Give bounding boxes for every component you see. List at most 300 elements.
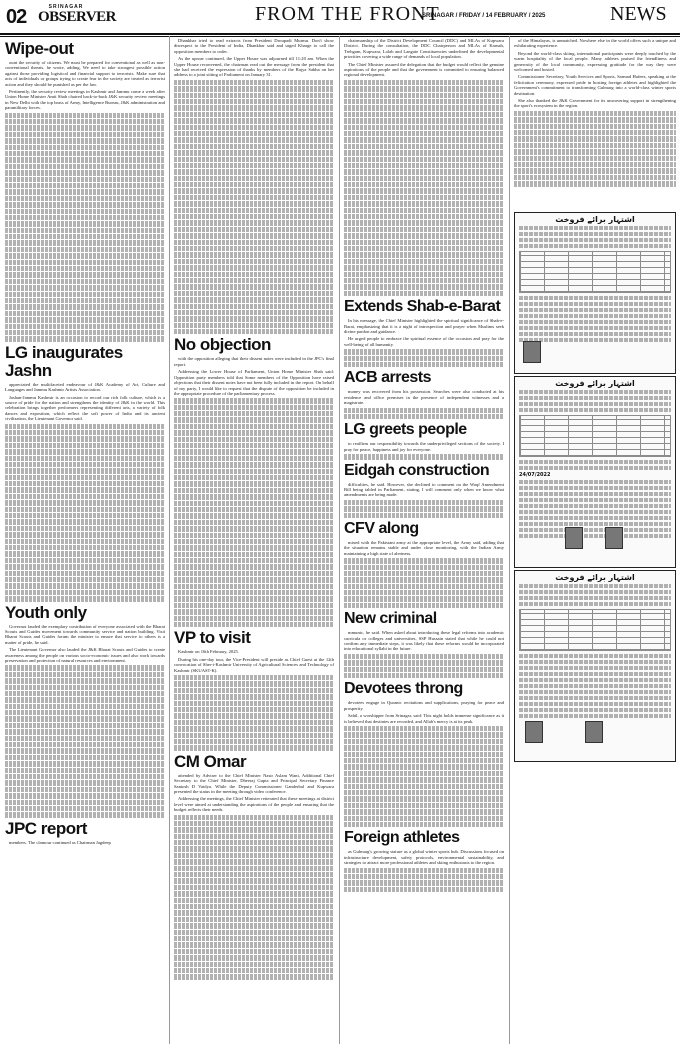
- ad-text-line: [519, 602, 671, 606]
- text-line-placeholder: [5, 292, 165, 297]
- article-text: Governor lauded the exemplary contribution of everyone associated with the Bharat Scouts and Guides movement towards community service and nation building. Visit Bharat Scouts and Guides forum the minister to ensure that service to others is a matter of pride, he said.: [5, 623, 165, 645]
- text-line-placeholder: [174, 720, 334, 725]
- text-line-placeholder: [174, 609, 334, 614]
- text-line-placeholder: [514, 111, 676, 116]
- text-line-placeholder: [174, 144, 334, 149]
- text-line-placeholder: [5, 113, 165, 118]
- article-text: to reaffirm our responsibility towards the underprivileged sections of the society. I pray for peace, happiness and joy for everyone.: [344, 441, 504, 452]
- text-line-placeholder: [5, 285, 165, 290]
- text-line-placeholder: [174, 443, 334, 448]
- headline-foreign-athletes: Foreign athletes: [344, 829, 460, 847]
- text-line-placeholder: [344, 500, 504, 505]
- headline-no-objection: No objection: [174, 335, 271, 355]
- text-line-placeholder: [344, 144, 504, 149]
- text-line-placeholder: [174, 182, 334, 187]
- text-line-placeholder: [5, 266, 165, 271]
- text-line-placeholder: [344, 220, 504, 225]
- text-line-placeholder: [5, 748, 165, 753]
- text-line-placeholder: [174, 176, 334, 181]
- text-line-placeholder: [174, 220, 334, 225]
- text-line-placeholder: [174, 323, 334, 328]
- text-line-placeholder: [344, 246, 504, 251]
- article-text: Beyond the world-class skiing, international participants were deeply touched by the warm hospitality of the local people. Many athletes praised the friendliness and generosity of the local community, expressing gratitude for the way they were welcomed and hosted.: [514, 50, 676, 73]
- ad-text-line: [519, 302, 671, 306]
- ad-date: 24/07/2022: [519, 472, 551, 478]
- article-text: During his one-day tour, the Vice-President will preside as Chief Guest at the 12th convocation of Sher-i-Kashmir University of Agricultural Sciences and Technology of Kashmir (SKUAST-K).: [174, 656, 334, 673]
- text-line-placeholder: [5, 539, 165, 544]
- text-line-placeholder: [344, 291, 504, 296]
- ad-text-line: [519, 678, 671, 682]
- column-1: [5, 38, 165, 847]
- text-line-placeholder: [5, 304, 165, 309]
- ad-title: اشتہار برائے فروخت: [555, 573, 635, 582]
- ad-text-line: [519, 232, 671, 236]
- article-text: She also thanked the J&K Government for its unwavering support in strengthening the sport's ecosystem in the region.: [514, 98, 676, 109]
- article-text: members. The clamour continued as Chairman Jagdeep: [9, 839, 111, 845]
- text-line-placeholder: [174, 291, 334, 296]
- headline-eidgah-construction: Eidgah construction: [344, 461, 490, 479]
- text-line-placeholder: [5, 716, 165, 721]
- article-text: In his message, the Chief Minister highlighted the spiritual significance of Shab-e-Barat, emphasizing that it is a night of introspection and prayer when Muslims seek divine pardon and guidance.: [344, 318, 504, 334]
- text-line-placeholder: [174, 726, 334, 731]
- article-text: Addressing the Lower House of Parliament, Union Home Minister Shah said: Opposition party members told that Some members of the Opposition have raised objections that their dissent notes have not been fully included in the report. On behalf of my party, I would like to request that the dispute of the opposition be included in the appropriate procedure of the parliamentary process.: [174, 369, 334, 396]
- section-label: NEWS: [610, 3, 667, 25]
- text-line-placeholder: [174, 131, 334, 136]
- ad-text-line: [519, 516, 671, 520]
- text-line-placeholder: [174, 424, 334, 429]
- text-line-placeholder: [174, 853, 334, 858]
- text-line-placeholder: [174, 201, 334, 206]
- text-line-placeholder: [5, 424, 165, 429]
- text-line-placeholder: [174, 930, 334, 935]
- article-text: money was recovered from his possession. Searches were also conducted at his residence and office premises in the presence of independent witnesses and a magistrate.: [344, 389, 504, 406]
- text-line-placeholder: [5, 125, 165, 130]
- text-line-placeholder: [5, 449, 165, 454]
- text-line-placeholder: [344, 176, 504, 181]
- text-line-placeholder: [174, 112, 334, 117]
- text-line-placeholder: [5, 487, 165, 492]
- text-line-placeholder: [174, 936, 334, 941]
- text-line-placeholder: [174, 520, 334, 525]
- ad-text-line: [519, 672, 671, 676]
- text-line-placeholder: [5, 132, 165, 137]
- masthead: [0, 0, 680, 36]
- article-text: attended by Adviser to the Chief Minister Nasir Aslam Wani, Additional Chief Secretary to the Chief Minister, Dheeraj Gupta and Principal Secretary Finance Santosh D Vaidya. While the Deputy Commissioner Ganderbal and Kupwara presented the status in the meeting through video conference.: [174, 772, 334, 794]
- text-line-placeholder: [174, 449, 334, 454]
- text-line-placeholder: [174, 596, 334, 601]
- text-line-placeholder: [5, 317, 165, 322]
- text-line-placeholder: [174, 891, 334, 896]
- ad-text-line: [519, 684, 671, 688]
- text-line-placeholder: [174, 80, 334, 85]
- text-line-placeholder: [344, 796, 504, 801]
- text-line-placeholder: [5, 672, 165, 677]
- text-line-placeholder: [344, 125, 504, 130]
- text-line-placeholder: [344, 777, 504, 782]
- headline-acb-arrests: ACB arrests: [344, 369, 431, 387]
- article-text: Pertinently, the security review meetings in Kashmir and Jammu come a week after Union Home Minister Amit Shah chaired back-to-back J&K security review meetings in New Delhi with the top brass of Army, Intelligence Bureau, J&K administration and paramilitary forces.: [5, 89, 165, 111]
- text-line-placeholder: [174, 278, 334, 283]
- headline-cfv-along: CFV along: [344, 519, 419, 537]
- text-line-placeholder: [344, 227, 504, 232]
- text-line-placeholder: [344, 667, 504, 672]
- column-divider: [339, 36, 340, 1044]
- ad-text-line: [519, 492, 671, 496]
- ad-text-line: [519, 702, 671, 706]
- section-title: FROM THE FRONT: [255, 3, 440, 25]
- text-line-placeholder: [344, 157, 504, 162]
- text-line-placeholder: [174, 834, 334, 839]
- text-line-placeholder: [344, 150, 504, 155]
- ad-text-line: [519, 238, 671, 242]
- text-line-placeholder: [174, 859, 334, 864]
- ad-text-line: [519, 332, 671, 336]
- text-line-placeholder: [5, 704, 165, 709]
- text-line-placeholder: [174, 745, 334, 750]
- text-line-placeholder: [174, 240, 334, 245]
- headline-extends-shab-e-barat: Extends Shab-e-Barat: [344, 298, 501, 316]
- text-line-placeholder: [174, 208, 334, 213]
- text-line-placeholder: [344, 233, 504, 238]
- ad-text-line: [519, 666, 671, 670]
- text-line-placeholder: [174, 259, 334, 264]
- article-text: devotees engage in Quranic recitations and supplications, praying for peace and prosperity.: [344, 700, 504, 711]
- text-line-placeholder: [174, 739, 334, 744]
- text-line-placeholder: [174, 456, 334, 461]
- text-line-placeholder: [5, 665, 165, 670]
- masthead-rule: [0, 33, 680, 35]
- text-line-placeholder: [174, 552, 334, 557]
- text-line-placeholder: [344, 80, 504, 85]
- text-line-placeholder: [174, 316, 334, 321]
- ad-photo: [605, 527, 623, 549]
- text-line-placeholder: [5, 793, 165, 798]
- text-line-placeholder: [5, 806, 165, 811]
- text-line-placeholder: [174, 284, 334, 289]
- text-line-placeholder: [514, 130, 676, 135]
- text-line-placeholder: [344, 660, 504, 665]
- text-line-placeholder: [174, 923, 334, 928]
- ad-text-line: [519, 296, 671, 300]
- classified-ad: [514, 212, 676, 374]
- text-line-placeholder: [344, 105, 504, 110]
- article-text: appreciated the multifaceted endeavour of J&K Academy of Art, Culture and Languages and Jammu Kashmir Artists Association.: [5, 381, 165, 393]
- ad-text-line: [519, 320, 671, 324]
- text-line-placeholder: [174, 513, 334, 518]
- text-line-placeholder: [174, 118, 334, 123]
- ad-text-line: [519, 596, 671, 600]
- ad-text-line: [519, 708, 671, 712]
- article-text: The Lieutenant Governor also lauded the J&K Bharat Scouts and Guides to create awareness among the people on various socio-economic issues and also work towards preservation and protection of natural resources and environment.: [5, 647, 165, 663]
- text-line-placeholder: [174, 430, 334, 435]
- text-line-placeholder: [174, 188, 334, 193]
- text-line-placeholder: [344, 584, 504, 589]
- text-line-placeholder: [174, 694, 334, 699]
- text-line-placeholder: [174, 545, 334, 550]
- article-text: Addressing the meetings, the Chief Minister reiterated that these meetings at district level were aimed at understanding the aspirations of the people and ensuring that the budget reflects their needs.: [174, 796, 334, 813]
- ad-title: اشتہار برائے فروخت: [555, 379, 635, 388]
- ad-text-line: [519, 696, 671, 700]
- text-line-placeholder: [174, 688, 334, 693]
- text-line-placeholder: [344, 93, 504, 98]
- text-line-placeholder: [344, 240, 504, 245]
- ad-text-line: [519, 660, 671, 664]
- ad-text-line: [519, 226, 671, 230]
- text-line-placeholder: [5, 221, 165, 226]
- headline-vp-to-visit: VP to visit: [174, 628, 251, 648]
- text-line-placeholder: [344, 758, 504, 763]
- headline-wipe-out: Wipe-out: [5, 39, 74, 58]
- text-line-placeholder: [174, 488, 334, 493]
- text-line-placeholder: [344, 513, 504, 518]
- text-line-placeholder: [174, 910, 334, 915]
- newspaper-logo: [38, 4, 116, 24]
- text-line-placeholder: [5, 298, 165, 303]
- text-line-placeholder: [174, 701, 334, 706]
- text-line-placeholder: [174, 713, 334, 718]
- text-line-placeholder: [5, 558, 165, 563]
- text-line-placeholder: [5, 812, 165, 817]
- text-line-placeholder: [514, 136, 676, 141]
- ad-photo: [523, 341, 541, 363]
- text-line-placeholder: [5, 590, 165, 595]
- text-line-placeholder: [5, 723, 165, 728]
- text-line-placeholder: [174, 571, 334, 576]
- text-line-placeholder: [344, 822, 504, 827]
- text-line-placeholder: [5, 209, 165, 214]
- text-line-placeholder: [5, 240, 165, 245]
- text-line-placeholder: [174, 872, 334, 877]
- text-line-placeholder: [5, 564, 165, 569]
- text-line-placeholder: [174, 163, 334, 168]
- text-line-placeholder: [5, 253, 165, 258]
- column-2: [174, 38, 334, 981]
- text-line-placeholder: [174, 214, 334, 219]
- classified-ad: [514, 570, 676, 762]
- ad-photo: [565, 527, 583, 549]
- text-line-placeholder: [174, 329, 334, 334]
- text-line-placeholder: [174, 417, 334, 422]
- text-line-placeholder: [344, 596, 504, 601]
- ad-text-line: [519, 338, 671, 342]
- text-line-placeholder: [5, 697, 165, 702]
- text-line-placeholder: [344, 414, 504, 419]
- ad-text-line: [519, 408, 671, 412]
- ad-photo: [525, 721, 543, 743]
- text-line-placeholder: [174, 949, 334, 954]
- text-line-placeholder: [5, 436, 165, 441]
- text-line-placeholder: [344, 673, 504, 678]
- article-text: Commissioner Secretary, Youth Services and Sports, Sarmad Hafeez, speaking at the felicitation ceremony, expressed pride in hosting foreign athletes and highlighted the Government's commitment to transforming Gulmarg into a world-class winter sports destination.: [514, 74, 676, 96]
- text-line-placeholder: [174, 942, 334, 947]
- text-line-placeholder: [174, 622, 334, 627]
- text-line-placeholder: [344, 118, 504, 123]
- text-line-placeholder: [174, 398, 334, 403]
- text-line-placeholder: [174, 304, 334, 309]
- text-line-placeholder: [344, 874, 504, 879]
- text-line-placeholder: [344, 880, 504, 885]
- text-line-placeholder: [174, 968, 334, 973]
- text-line-placeholder: [344, 284, 504, 289]
- brand-name: OBSERVER: [38, 9, 116, 25]
- text-line-placeholder: [344, 752, 504, 757]
- text-line-placeholder: [5, 228, 165, 233]
- text-line-placeholder: [5, 500, 165, 505]
- text-line-placeholder: [344, 654, 504, 659]
- ad-text-line: [519, 584, 671, 588]
- article-text: ount the security of citizens. We must be prepared for conventional as well as non-conventional threats, he wrote, adding, We need to take strongest possible action against those providing logistical and financial support to terrorists. Make sure that acts of individuals or groups trying to create fear in the society are treated as terrorist action and they should be punished as per the law.: [5, 60, 165, 87]
- text-line-placeholder: [5, 685, 165, 690]
- text-line-placeholder: [5, 279, 165, 284]
- text-line-placeholder: [344, 195, 504, 200]
- text-line-placeholder: [5, 443, 165, 448]
- ad-photo: [585, 721, 603, 743]
- text-line-placeholder: [5, 119, 165, 124]
- text-line-placeholder: [174, 462, 334, 467]
- text-line-placeholder: [344, 590, 504, 595]
- text-line-placeholder: [5, 170, 165, 175]
- text-line-placeholder: [344, 790, 504, 795]
- text-line-placeholder: [174, 437, 334, 442]
- text-line-placeholder: [174, 150, 334, 155]
- text-line-placeholder: [344, 163, 504, 168]
- headline-lg-inaugurates-jashn: LG inaugurates Jashn: [5, 342, 123, 380]
- text-line-placeholder: [344, 784, 504, 789]
- text-line-placeholder: [5, 324, 165, 329]
- ad-text-line: [519, 402, 671, 406]
- text-line-placeholder: [344, 208, 504, 213]
- ad-text-line: [519, 510, 671, 514]
- text-line-placeholder: [5, 475, 165, 480]
- text-line-placeholder: [5, 430, 165, 435]
- text-line-placeholder: [174, 310, 334, 315]
- text-line-placeholder: [344, 803, 504, 808]
- ad-text-line: [519, 654, 671, 658]
- text-line-placeholder: [5, 247, 165, 252]
- article-text: The Chief Minister assured the delegation that the budget would reflect the genuine aspirations of the people and that the government is committed to ensuring balanced regional development.: [344, 61, 504, 78]
- text-line-placeholder: [5, 678, 165, 683]
- text-line-placeholder: [174, 866, 334, 871]
- text-line-placeholder: [5, 336, 165, 341]
- text-line-placeholder: [174, 815, 334, 820]
- text-line-placeholder: [174, 469, 334, 474]
- text-line-placeholder: [5, 526, 165, 531]
- ad-text-line: [519, 396, 671, 400]
- text-line-placeholder: [344, 558, 504, 563]
- text-line-placeholder: [5, 571, 165, 576]
- text-line-placeholder: [174, 590, 334, 595]
- text-line-placeholder: [344, 201, 504, 206]
- text-line-placeholder: [344, 816, 504, 821]
- text-line-placeholder: [344, 86, 504, 91]
- text-line-placeholder: [174, 137, 334, 142]
- text-line-placeholder: [174, 681, 334, 686]
- text-line-placeholder: [174, 616, 334, 621]
- ad-text-line: [519, 486, 671, 490]
- text-line-placeholder: [514, 124, 676, 129]
- text-line-placeholder: [344, 726, 504, 731]
- text-line-placeholder: [514, 181, 676, 186]
- text-line-placeholder: [5, 189, 165, 194]
- text-line-placeholder: [5, 145, 165, 150]
- text-line-placeholder: [514, 168, 676, 173]
- article-text: mixed with the Pakistani army at the appropriate level, the Army said, adding that the situation remains stable and under close monitoring, with the Indian Army maintaining a high state of alertness.: [344, 539, 504, 556]
- text-line-placeholder: [5, 507, 165, 512]
- page-number: 02: [6, 6, 27, 28]
- masthead-rule-thin: [0, 36, 680, 37]
- text-line-placeholder: [5, 234, 165, 239]
- text-line-placeholder: [5, 742, 165, 747]
- text-line-placeholder: [344, 887, 504, 892]
- text-line-placeholder: [174, 577, 334, 582]
- column-divider: [169, 36, 170, 1044]
- text-line-placeholder: [174, 526, 334, 531]
- text-line-placeholder: [344, 868, 504, 873]
- text-line-placeholder: [174, 584, 334, 589]
- text-line-placeholder: [344, 169, 504, 174]
- text-line-placeholder: [174, 885, 334, 890]
- text-line-placeholder: [5, 177, 165, 182]
- text-line-placeholder: [5, 196, 165, 201]
- ad-text-line: [519, 308, 671, 312]
- text-line-placeholder: [344, 131, 504, 136]
- text-line-placeholder: [174, 252, 334, 257]
- text-line-placeholder: [344, 265, 504, 270]
- text-line-placeholder: [174, 297, 334, 302]
- ad-text-line: [519, 504, 671, 508]
- text-line-placeholder: [5, 494, 165, 499]
- text-line-placeholder: [344, 112, 504, 117]
- text-line-placeholder: [5, 513, 165, 518]
- text-line-placeholder: [174, 733, 334, 738]
- text-line-placeholder: [5, 774, 165, 779]
- text-line-placeholder: [174, 827, 334, 832]
- text-line-placeholder: [5, 596, 165, 601]
- article-text: As the uproar continued, the Upper House was adjourned till 11:20 am. When the Upper House reconvened, the chairman read out the message from the president that she had received the expression of thanks by members of the Rajya Sabha on her address to a joint sitting of Parliament on January 31.: [174, 56, 334, 78]
- headline-youth-only: Youth only: [5, 602, 87, 622]
- text-line-placeholder: [5, 736, 165, 741]
- headline-cm-omar: CM Omar: [174, 751, 247, 771]
- article-text: difficulties, he said. However, she declined to comment on the Waqf Amendment Bill being tabled in Parliament, stating, I will comment only when we know what amendments are being made.: [344, 481, 504, 498]
- text-line-placeholder: [344, 454, 504, 459]
- ad-text-line: [519, 690, 671, 694]
- text-line-placeholder: [174, 955, 334, 960]
- text-line-placeholder: [344, 565, 504, 570]
- text-line-placeholder: [514, 162, 676, 167]
- ad-text-line: [519, 244, 671, 248]
- article-text: of the Himalayas, is unmatched. Nowhere else in the world offers such a unique and exhilarating experience.: [514, 38, 676, 49]
- ad-text-line: [519, 522, 671, 526]
- text-line-placeholder: [174, 501, 334, 506]
- text-line-placeholder: [174, 169, 334, 174]
- ad-table: [519, 251, 671, 293]
- dateline: SRINAGAR / FRIDAY / 14 FEBRUARY / 2025: [422, 13, 546, 19]
- text-line-placeholder: [174, 405, 334, 410]
- text-line-placeholder: [514, 143, 676, 148]
- text-line-placeholder: [344, 732, 504, 737]
- text-line-placeholder: [174, 675, 334, 680]
- article-text: chairmanship of the District Development Council (DDC) and MLAs of Kupwara District. During the consultation, the DDC Chairperson and MLAs of Karnah, Trehgam, Kupwara, Lolab and Langate Constituencies underlined the developmental priorities covering a wide range of demands of local population.: [344, 38, 504, 60]
- text-line-placeholder: [5, 787, 165, 792]
- text-line-placeholder: [174, 558, 334, 563]
- text-line-placeholder: [5, 755, 165, 760]
- brand-city: SRINAGAR: [48, 4, 84, 10]
- text-line-placeholder: [174, 105, 334, 110]
- text-line-placeholder: [5, 583, 165, 588]
- ad-text-line: [519, 534, 671, 538]
- text-line-placeholder: [5, 577, 165, 582]
- text-line-placeholder: [5, 164, 165, 169]
